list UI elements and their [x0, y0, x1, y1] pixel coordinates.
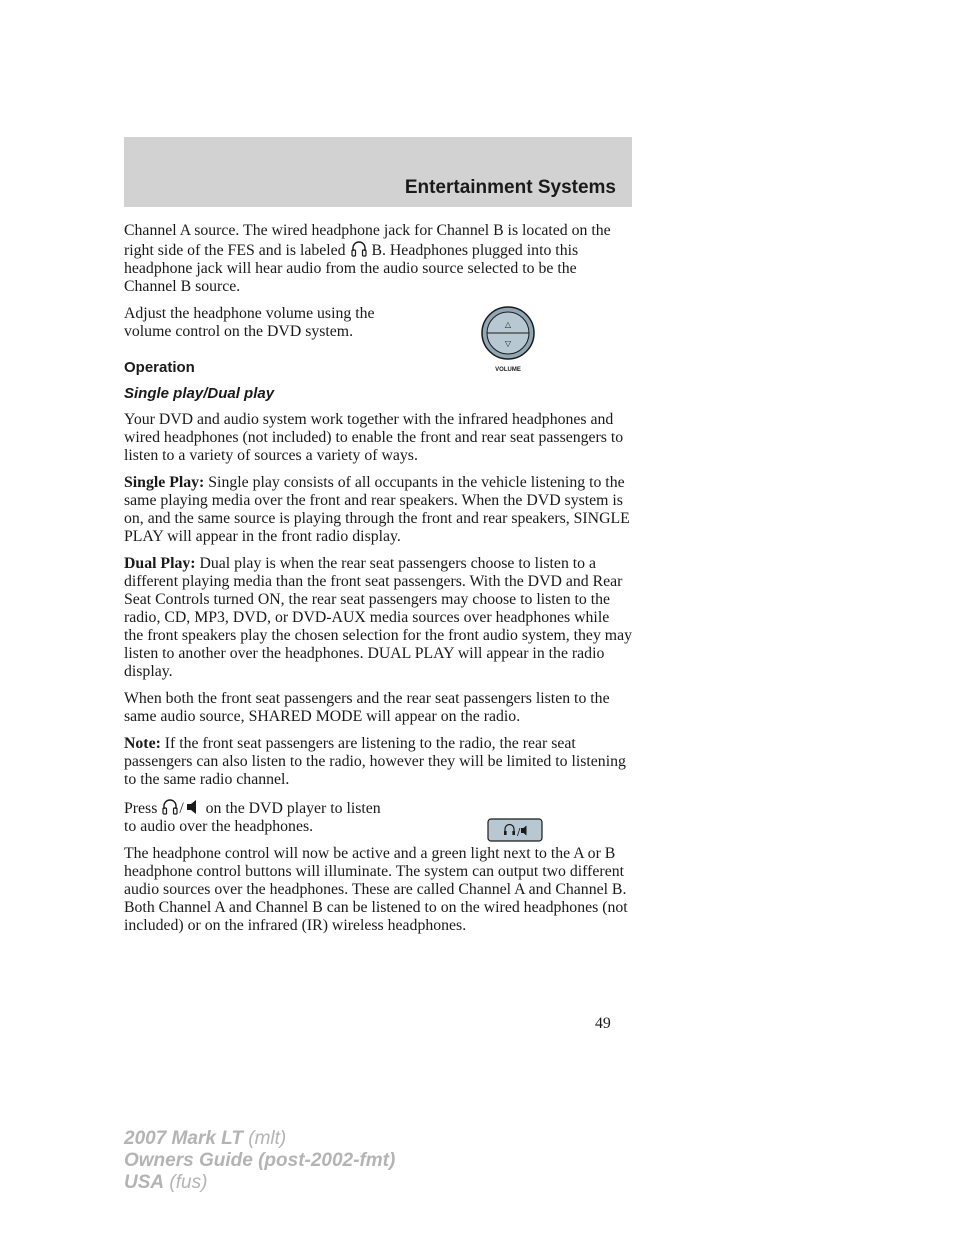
footer [124, 1128, 395, 1194]
headphone-icon [350, 240, 368, 258]
page-number: 49 [595, 1015, 611, 1032]
paragraph-volume: Adjust the headphone volume using the volume control on the DVD system. [124, 305, 375, 340]
dual-play-text: Dual play is when the rear seat passengers choose to listen to a different playing media than the front seat passengers. With the DVD and Rear Seat Controls turned ON, the rear seat passengers may choose to listen to the radio, CD, MP3, DVD, or DVD-AUX media sources over headphones while the front speakers play the chosen selection for the front audio system, they may listen to another over the headphones. DUAL PLAY will appear in the radio display. [124, 555, 632, 680]
footer-line-3 [124, 1172, 395, 1194]
footer-model: 2007 Mark LT [124, 1128, 243, 1149]
press-text: Press [124, 800, 158, 817]
paragraph-single-play [124, 474, 632, 546]
speaker-icon [184, 798, 202, 816]
paragraph-text: B. Headphones plugged into this headphone jack will hear audio from the audio source selected to be the Channel B source. [124, 242, 579, 295]
footer-model-code: (mlt) [248, 1128, 287, 1149]
volume-down-icon: ▽ [504, 339, 512, 348]
paragraph-channel-b [124, 222, 632, 296]
paragraph-note [124, 735, 632, 789]
paragraph-press [124, 798, 394, 836]
note-text: If the front seat passengers are listening to the radio, the rear seat passengers can also listen to the radio, however they will be limited to listening to the same radio channel. [124, 735, 626, 788]
footer-line-2 [124, 1150, 395, 1172]
operation-heading: Operation [124, 359, 195, 376]
section-title: Entertainment Systems [404, 177, 616, 198]
headphone-speaker-button-figure [487, 818, 543, 842]
volume-up-icon: △ [504, 320, 512, 329]
paragraph-text: Channel A source. The wired headphone jack for Channel B is located on the right side of the FES and is labeled [124, 222, 611, 259]
volume-knob-figure [481, 305, 535, 377]
button-slash: / [517, 827, 521, 838]
headphone-icon [161, 798, 179, 816]
volume-label: VOLUME [495, 367, 521, 373]
press-slash: / [179, 800, 184, 817]
paragraph-shared-mode: When both the front seat passengers and the rear seat passengers listen to the same audio source, SHARED MODE will appear on the radio. [124, 690, 610, 725]
paragraph-intro: Your DVD and audio system work together with the infrared headphones and wired headphones (not included) to enable the front and rear seat passengers to listen to a variety of sources a variety of ways. [124, 411, 624, 464]
footer-line-1 [124, 1128, 395, 1150]
paragraph-headphone-control: The headphone control will now be active and a green light next to the A or B headphone control buttons will illuminate. The system can output two different audio sources over the headphones. These are called Channel A and Channel B. Both Channel A and Channel B can be listened to on the wired headphones (not included) or on the infrared (IR) wireless headphones. [124, 845, 628, 934]
play-mode-subheading: Single play/Dual play [124, 385, 275, 402]
single-play-lead: Single Play: [124, 474, 205, 491]
note-lead: Note: [124, 735, 161, 752]
paragraph-dual-play [124, 555, 632, 681]
press-section [124, 798, 632, 836]
footer-guide: Owners Guide (post-2002-fmt) [124, 1150, 396, 1171]
dual-play-lead: Dual Play: [124, 555, 196, 572]
page-content [124, 222, 632, 944]
footer-market: USA [124, 1172, 165, 1193]
single-play-text: Single play consists of all occupants in the vehicle listening to the same playing media over the front and rear speakers. When the DVD system is on, and the same source is playing through the front and rear speakers, SINGLE PLAY will appear in the front radio display. [124, 474, 630, 545]
section-header [124, 137, 632, 207]
press-rest: on the DVD player to listen to audio over the headphones. [124, 800, 381, 835]
footer-market-code: (fus) [169, 1172, 208, 1193]
